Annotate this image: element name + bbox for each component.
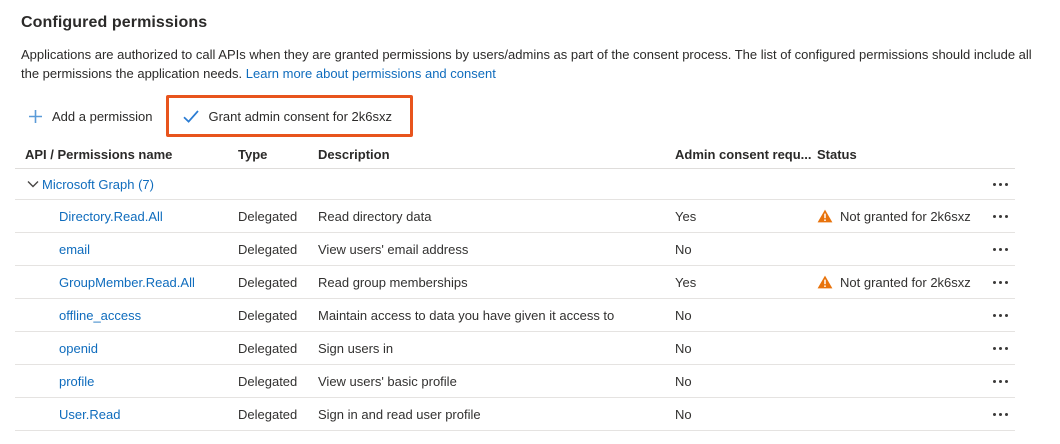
permission-row bbox=[15, 200, 1015, 233]
more-options-button[interactable] bbox=[989, 242, 1012, 257]
permission-row bbox=[15, 233, 1015, 266]
permission-type: Delegated bbox=[238, 274, 298, 290]
permission-description: Sign users in bbox=[318, 340, 394, 356]
header-description: Description bbox=[318, 147, 390, 162]
permission-row bbox=[15, 332, 1015, 365]
add-permission-label: Add a permission bbox=[52, 108, 153, 124]
status-text: Not granted for 2k6sxz bbox=[840, 208, 971, 224]
more-options-button[interactable] bbox=[989, 275, 1012, 290]
plus-icon bbox=[27, 108, 43, 124]
more-options-button[interactable] bbox=[989, 177, 1012, 192]
permission-type: Delegated bbox=[238, 307, 298, 323]
permission-type: Delegated bbox=[238, 208, 298, 224]
description-text: Applications are authorized to call APIs when they are granted permissions by users/admins as part of the consent process. The list of configured permissions should include all the permissions the application needs. bbox=[21, 47, 1032, 81]
admin-consent-value: No bbox=[675, 406, 692, 422]
annotation-highlight-box bbox=[166, 95, 413, 137]
admin-consent-value: Yes bbox=[675, 274, 697, 290]
permission-row bbox=[15, 365, 1015, 398]
grant-admin-consent-label: Grant admin consent for 2k6sxz bbox=[208, 108, 392, 124]
permission-type: Delegated bbox=[238, 373, 298, 389]
header-type: Type bbox=[238, 147, 268, 162]
more-options-button[interactable] bbox=[989, 341, 1012, 356]
header-admin-consent-required: Admin consent requ... bbox=[675, 147, 812, 162]
warning-icon bbox=[817, 275, 833, 289]
more-options-button[interactable] bbox=[989, 374, 1012, 389]
more-options-button[interactable] bbox=[989, 209, 1012, 224]
more-options-button[interactable] bbox=[989, 407, 1012, 422]
permission-description: Read group memberships bbox=[318, 274, 468, 290]
permission-name-link[interactable]: email bbox=[59, 241, 91, 257]
admin-consent-value: No bbox=[675, 373, 692, 389]
permission-name-link[interactable]: User.Read bbox=[59, 406, 121, 422]
page-description bbox=[21, 45, 1033, 83]
table-rows bbox=[15, 200, 1015, 431]
permission-type: Delegated bbox=[238, 340, 298, 356]
admin-consent-value: Yes bbox=[675, 208, 697, 224]
checkmark-icon bbox=[183, 108, 199, 124]
chevron-down-icon bbox=[26, 177, 40, 191]
permission-row bbox=[15, 398, 1015, 431]
more-options-button[interactable] bbox=[989, 308, 1012, 323]
permission-row bbox=[15, 299, 1015, 332]
admin-consent-value: No bbox=[675, 241, 692, 257]
admin-consent-value: No bbox=[675, 307, 692, 323]
add-permission-button[interactable] bbox=[17, 102, 162, 130]
status-cell bbox=[817, 275, 985, 290]
permission-name-link[interactable]: openid bbox=[59, 340, 99, 356]
permission-description: View users' email address bbox=[318, 241, 469, 257]
api-group-link[interactable]: Microsoft Graph (7) bbox=[42, 176, 154, 192]
permission-type: Delegated bbox=[238, 406, 298, 422]
permission-name-link[interactable]: profile bbox=[59, 373, 95, 389]
status-text: Not granted for 2k6sxz bbox=[840, 274, 971, 290]
warning-icon bbox=[817, 209, 833, 223]
permission-description: Read directory data bbox=[318, 208, 432, 224]
learn-more-link[interactable]: Learn more about permissions and consent bbox=[245, 66, 496, 81]
status-cell bbox=[817, 209, 985, 224]
permission-type: Delegated bbox=[238, 241, 298, 257]
page-title: Configured permissions bbox=[21, 14, 208, 31]
permission-name-link[interactable]: GroupMember.Read.All bbox=[59, 274, 195, 290]
grant-admin-consent-button[interactable] bbox=[173, 102, 402, 130]
toolbar bbox=[21, 93, 1060, 139]
api-group-row-microsoft-graph[interactable] bbox=[15, 169, 1015, 200]
permission-description: Sign in and read user profile bbox=[318, 406, 481, 422]
header-api-permissions-name: API / Permissions name bbox=[25, 147, 173, 162]
permissions-table bbox=[15, 141, 1015, 431]
permission-description: Maintain access to data you have given it access to bbox=[318, 307, 615, 323]
admin-consent-value: No bbox=[675, 340, 692, 356]
table-header-row bbox=[15, 141, 1015, 169]
permission-name-link[interactable]: offline_access bbox=[59, 307, 142, 323]
permission-row bbox=[15, 266, 1015, 299]
permission-name-link[interactable]: Directory.Read.All bbox=[59, 208, 163, 224]
permission-description: View users' basic profile bbox=[318, 373, 457, 389]
header-status: Status bbox=[817, 147, 857, 162]
